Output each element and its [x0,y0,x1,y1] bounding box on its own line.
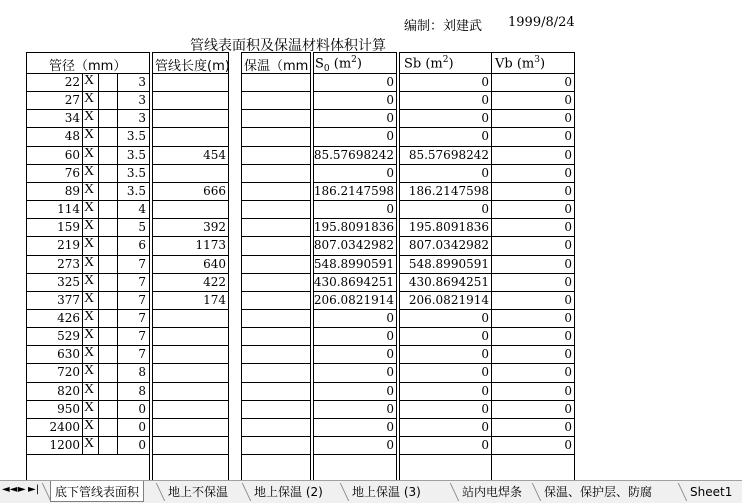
row-border [152,309,228,310]
row-border [241,52,310,53]
date-label: 1999/8/24 [508,15,575,30]
cell-sb: 0 [481,75,489,89]
header-vb-label: Vb (m [495,56,535,72]
row-border [399,436,491,437]
row-border [491,146,574,147]
row-border [491,327,574,328]
header-sb-end: ) [448,56,454,72]
row-border [152,127,228,128]
row-border [313,52,396,53]
cell-s0: 0 [386,111,394,125]
cell-thickness: 6 [138,238,146,252]
cell-x: X [84,436,95,451]
row-border [313,382,396,383]
header-s0-unit: (m [329,56,352,72]
row-border [313,309,396,310]
column-border [149,52,150,481]
row-border [241,91,310,92]
row-border [241,109,310,110]
cell-x: X [84,382,95,397]
row-border [491,345,574,346]
cell-length: 640 [203,257,226,271]
cell-x: X [84,291,95,306]
cell-vb: 0 [564,166,572,180]
cell-diameter: 950 [57,402,80,416]
row-border [313,200,396,201]
cell-s0: 0 [386,329,394,343]
cell-thickness: 7 [138,275,146,289]
row-border [152,436,228,437]
cell-x: X [84,418,95,433]
cell-diameter: 630 [57,347,80,361]
cell-s0: 0 [386,384,394,398]
header-s0-sub: 0 [323,63,330,74]
row-border [399,363,491,364]
row-border [399,200,491,201]
row-border [313,91,396,92]
cell-vb: 0 [564,148,572,162]
cell-diameter: 820 [57,384,80,398]
row-border [241,400,310,401]
row-border [152,236,228,237]
row-border [399,91,491,92]
row-border [491,218,574,219]
cell-diameter: 159 [57,220,80,234]
cell-thickness: 3.5 [126,129,146,143]
row-border [399,109,491,110]
header-s0-sup: 2 [351,55,357,65]
sheet-tab[interactable]: 地上不保温 [168,485,229,499]
cell-s0: 807.0342982 [313,238,394,252]
cell-length: 392 [203,220,226,234]
cell-x: X [84,218,95,233]
row-border [491,382,574,383]
row-border [399,127,491,128]
row-border [491,182,574,183]
header-sb-label: Sb (m [404,56,443,72]
cell-sb: 186.2147598 [408,184,489,198]
cell-vb: 0 [564,347,572,361]
cell-s0: 548.8990591 [313,257,394,271]
cell-vb: 0 [564,220,572,234]
cell-thickness: 3.5 [126,166,146,180]
cell-thickness: 3 [138,111,146,125]
row-border [313,109,396,110]
cell-x: X [84,400,95,415]
row-border [399,236,491,237]
row-border [241,309,310,310]
cell-sb: 0 [481,202,489,216]
cell-vb: 0 [564,129,572,143]
cell-vb: 0 [564,329,572,343]
cell-x: X [84,109,95,124]
cell-thickness: 0 [138,438,146,452]
cell-sb: 0 [481,347,489,361]
row-border [399,255,491,256]
row-border [152,363,228,364]
cell-sb: 195.8091836 [408,220,489,234]
row-border [152,182,228,183]
cell-diameter: 219 [57,238,80,252]
row-border [152,418,228,419]
cell-vb: 0 [564,402,572,416]
row-border [491,200,574,201]
cell-diameter: 34 [64,111,80,125]
row-border [491,309,574,310]
row-border [399,382,491,383]
header-sb-sup: 2 [442,55,449,65]
cell-s0: 0 [386,202,394,216]
row-border [152,255,228,256]
row-border [313,345,396,346]
row-border [313,363,396,364]
cell-diameter: 89 [64,184,80,198]
row-border [313,255,396,256]
cell-sb: 0 [481,420,489,434]
row-border [491,73,574,74]
cell-thickness: 3 [138,75,146,89]
cell-vb: 0 [564,438,572,452]
cell-s0: 0 [386,75,394,89]
cell-s0: 195.8091836 [313,220,394,234]
cell-diameter: 529 [57,329,80,343]
cell-thickness: 7 [138,257,146,271]
cell-diameter: 114 [57,202,80,216]
cell-diameter: 1200 [49,438,80,452]
row-border [241,454,310,455]
cell-thickness: 3 [138,93,146,107]
row-border [241,273,310,274]
row-border [313,164,396,165]
row-border [241,236,310,237]
cell-sb: 206.0821914 [408,293,489,307]
row-border [241,291,310,292]
header-vb [495,55,545,71]
row-border [241,418,310,419]
cell-diameter: 325 [57,275,80,289]
row-border [399,309,491,310]
cell-x: X [84,236,95,251]
cell-diameter: 2400 [49,420,80,434]
cell-vb: 0 [564,420,572,434]
cell-vb: 0 [564,93,572,107]
row-border [399,400,491,401]
row-border [152,109,228,110]
row-border [491,454,574,455]
cell-thickness: 7 [138,329,146,343]
cell-sb: 0 [481,93,489,107]
cell-sb: 0 [481,311,489,325]
compiler-label: 编制：刘建武 [404,19,483,34]
row-border [26,454,149,455]
cell-thickness: 0 [138,420,146,434]
cell-thickness: 5 [138,220,146,234]
cell-x: X [84,146,95,161]
cell-length: 422 [203,275,226,289]
cell-vb: 0 [564,238,572,252]
cell-vb: 0 [564,257,572,271]
cell-diameter: 720 [57,365,80,379]
cell-thickness: 3.5 [126,148,146,162]
cell-x: X [84,73,95,88]
row-border [152,454,228,455]
cell-sb: 0 [481,111,489,125]
cell-sb: 0 [481,329,489,343]
row-border [491,418,574,419]
cell-thickness: 8 [138,384,146,398]
cell-sb: 548.8990591 [408,257,489,271]
cell-vb: 0 [564,275,572,289]
column-border [241,52,242,481]
sheet-tab[interactable]: 保温、保护层、防腐 [544,485,653,499]
column-border [82,73,83,454]
cell-length: 174 [203,293,226,307]
cell-thickness: 3.5 [126,184,146,198]
header-diameter: 管径（mm） [49,59,127,74]
cell-length: 1173 [195,238,226,252]
cell-x: X [84,182,95,197]
row-border [313,400,396,401]
row-border [313,218,396,219]
cell-sb: 430.8694251 [408,275,489,289]
row-border [399,164,491,165]
row-border [313,146,396,147]
row-border [241,146,310,147]
row-border [399,454,491,455]
cell-diameter: 76 [64,166,80,180]
row-border [152,327,228,328]
header-s0 [315,55,362,74]
cell-s0: 0 [386,311,394,325]
row-border [152,91,228,92]
row-border [491,436,574,437]
cell-x: X [84,327,95,342]
cell-sb: 0 [481,365,489,379]
cell-s0: 206.0821914 [313,293,394,307]
cell-sb: 0 [481,129,489,143]
row-border [491,91,574,92]
cell-vb: 0 [564,365,572,379]
row-border [491,273,574,274]
cell-vb: 0 [564,75,572,89]
row-border [241,382,310,383]
row-border [491,52,574,53]
row-border [241,164,310,165]
row-border [491,363,574,364]
first-sheet-button[interactable]: ◄◄ [2,484,18,495]
row-border [399,218,491,219]
row-border [491,109,574,110]
cell-thickness: 0 [138,402,146,416]
sheet-tab[interactable]: 底下管线表面积 [50,481,144,502]
row-border [399,345,491,346]
cell-diameter: 426 [57,311,80,325]
row-border [152,291,228,292]
cell-s0: 0 [386,420,394,434]
cell-sb: 85.57698242 [408,148,489,162]
row-border [241,327,310,328]
row-border [491,236,574,237]
cell-diameter: 60 [64,148,80,162]
row-border [491,255,574,256]
cell-s0: 0 [386,129,394,143]
cell-x: X [84,127,95,142]
row-border [491,164,574,165]
cell-diameter: 377 [57,293,80,307]
cell-sb: 0 [481,402,489,416]
cell-x: X [84,91,95,106]
cell-x: X [84,164,95,179]
sheet-tab[interactable]: 站内电焊条 [462,485,523,499]
row-border [152,52,228,53]
row-border [313,327,396,328]
row-border [313,127,396,128]
row-border [241,127,310,128]
cell-sb: 0 [481,438,489,452]
cell-x: X [84,345,95,360]
cell-thickness: 8 [138,365,146,379]
row-border [241,218,310,219]
column-border [574,52,575,481]
sheet-tab[interactable]: 地上保温 (3) [352,485,421,499]
row-border [399,273,491,274]
cell-s0: 0 [386,166,394,180]
cell-vb: 0 [564,111,572,125]
cell-x: X [84,363,95,378]
cell-s0: 0 [386,347,394,361]
row-border [152,146,228,147]
row-border [152,382,228,383]
cell-x: X [84,200,95,215]
row-border [313,236,396,237]
cell-length: 666 [203,184,226,198]
column-border [228,52,229,481]
cell-vb: 0 [564,202,572,216]
row-border [241,182,310,183]
cell-s0: 85.57698242 [313,148,394,162]
cell-sb: 0 [481,384,489,398]
cell-diameter: 48 [64,129,80,143]
row-border [241,345,310,346]
header-length: 管线长度(m) [155,59,230,74]
next-sheet-button[interactable]: ► [18,484,26,495]
row-border [313,418,396,419]
cell-vb: 0 [564,293,572,307]
cell-x: X [84,273,95,288]
row-border [313,436,396,437]
cell-s0: 0 [386,365,394,379]
row-border [241,200,310,201]
row-border [241,255,310,256]
header-sb [404,55,454,71]
header-vb-sup: 3 [534,55,540,65]
sheet-title: 管线表面积及保温材料体积计算 [190,38,386,54]
cell-sb: 0 [481,166,489,180]
cell-s0: 0 [386,402,394,416]
row-border [491,291,574,292]
row-border [152,273,228,274]
cell-thickness: 7 [138,311,146,325]
row-border [399,52,491,53]
row-border [241,363,310,364]
row-border [399,182,491,183]
sheet-tab[interactable]: 地上保温 (2) [254,485,323,499]
row-border [313,182,396,183]
cell-thickness: 7 [138,347,146,361]
row-border [152,400,228,401]
sheet-tab-bar [0,480,742,503]
cell-length: 454 [203,148,226,162]
row-border [241,436,310,437]
cell-s0: 186.2147598 [313,184,394,198]
cell-vb: 0 [564,311,572,325]
cell-diameter: 273 [57,257,80,271]
cell-diameter: 22 [64,75,80,89]
cell-vb: 0 [564,184,572,198]
cell-s0: 430.8694251 [313,275,394,289]
header-s0-label: S [315,56,324,72]
row-border [399,327,491,328]
cell-x: X [84,309,95,324]
row-border [152,345,228,346]
row-border [152,164,228,165]
header-s0-end: ) [356,56,362,72]
row-border [313,454,396,455]
row-border [399,73,491,74]
row-border [152,218,228,219]
row-border [152,200,228,201]
row-border [399,291,491,292]
last-sheet-button[interactable]: ►| [28,484,40,495]
column-border [310,52,311,481]
header-vb-end: ) [539,56,546,72]
header-insulation: 保温（mm [244,59,309,74]
cell-s0: 0 [386,93,394,107]
column-border [396,52,397,481]
row-border [313,273,396,274]
row-border [491,127,574,128]
row-border [26,52,149,53]
cell-thickness: 7 [138,293,146,307]
row-border [313,291,396,292]
cell-x: X [84,255,95,270]
row-border [399,418,491,419]
cell-thickness: 4 [138,202,146,216]
cell-diameter: 27 [64,93,80,107]
cell-s0: 0 [386,438,394,452]
row-border [399,146,491,147]
row-border [491,400,574,401]
sheet-tab[interactable]: Sheet1 [690,485,733,499]
cell-vb: 0 [564,384,572,398]
cell-sb: 807.0342982 [408,238,489,252]
